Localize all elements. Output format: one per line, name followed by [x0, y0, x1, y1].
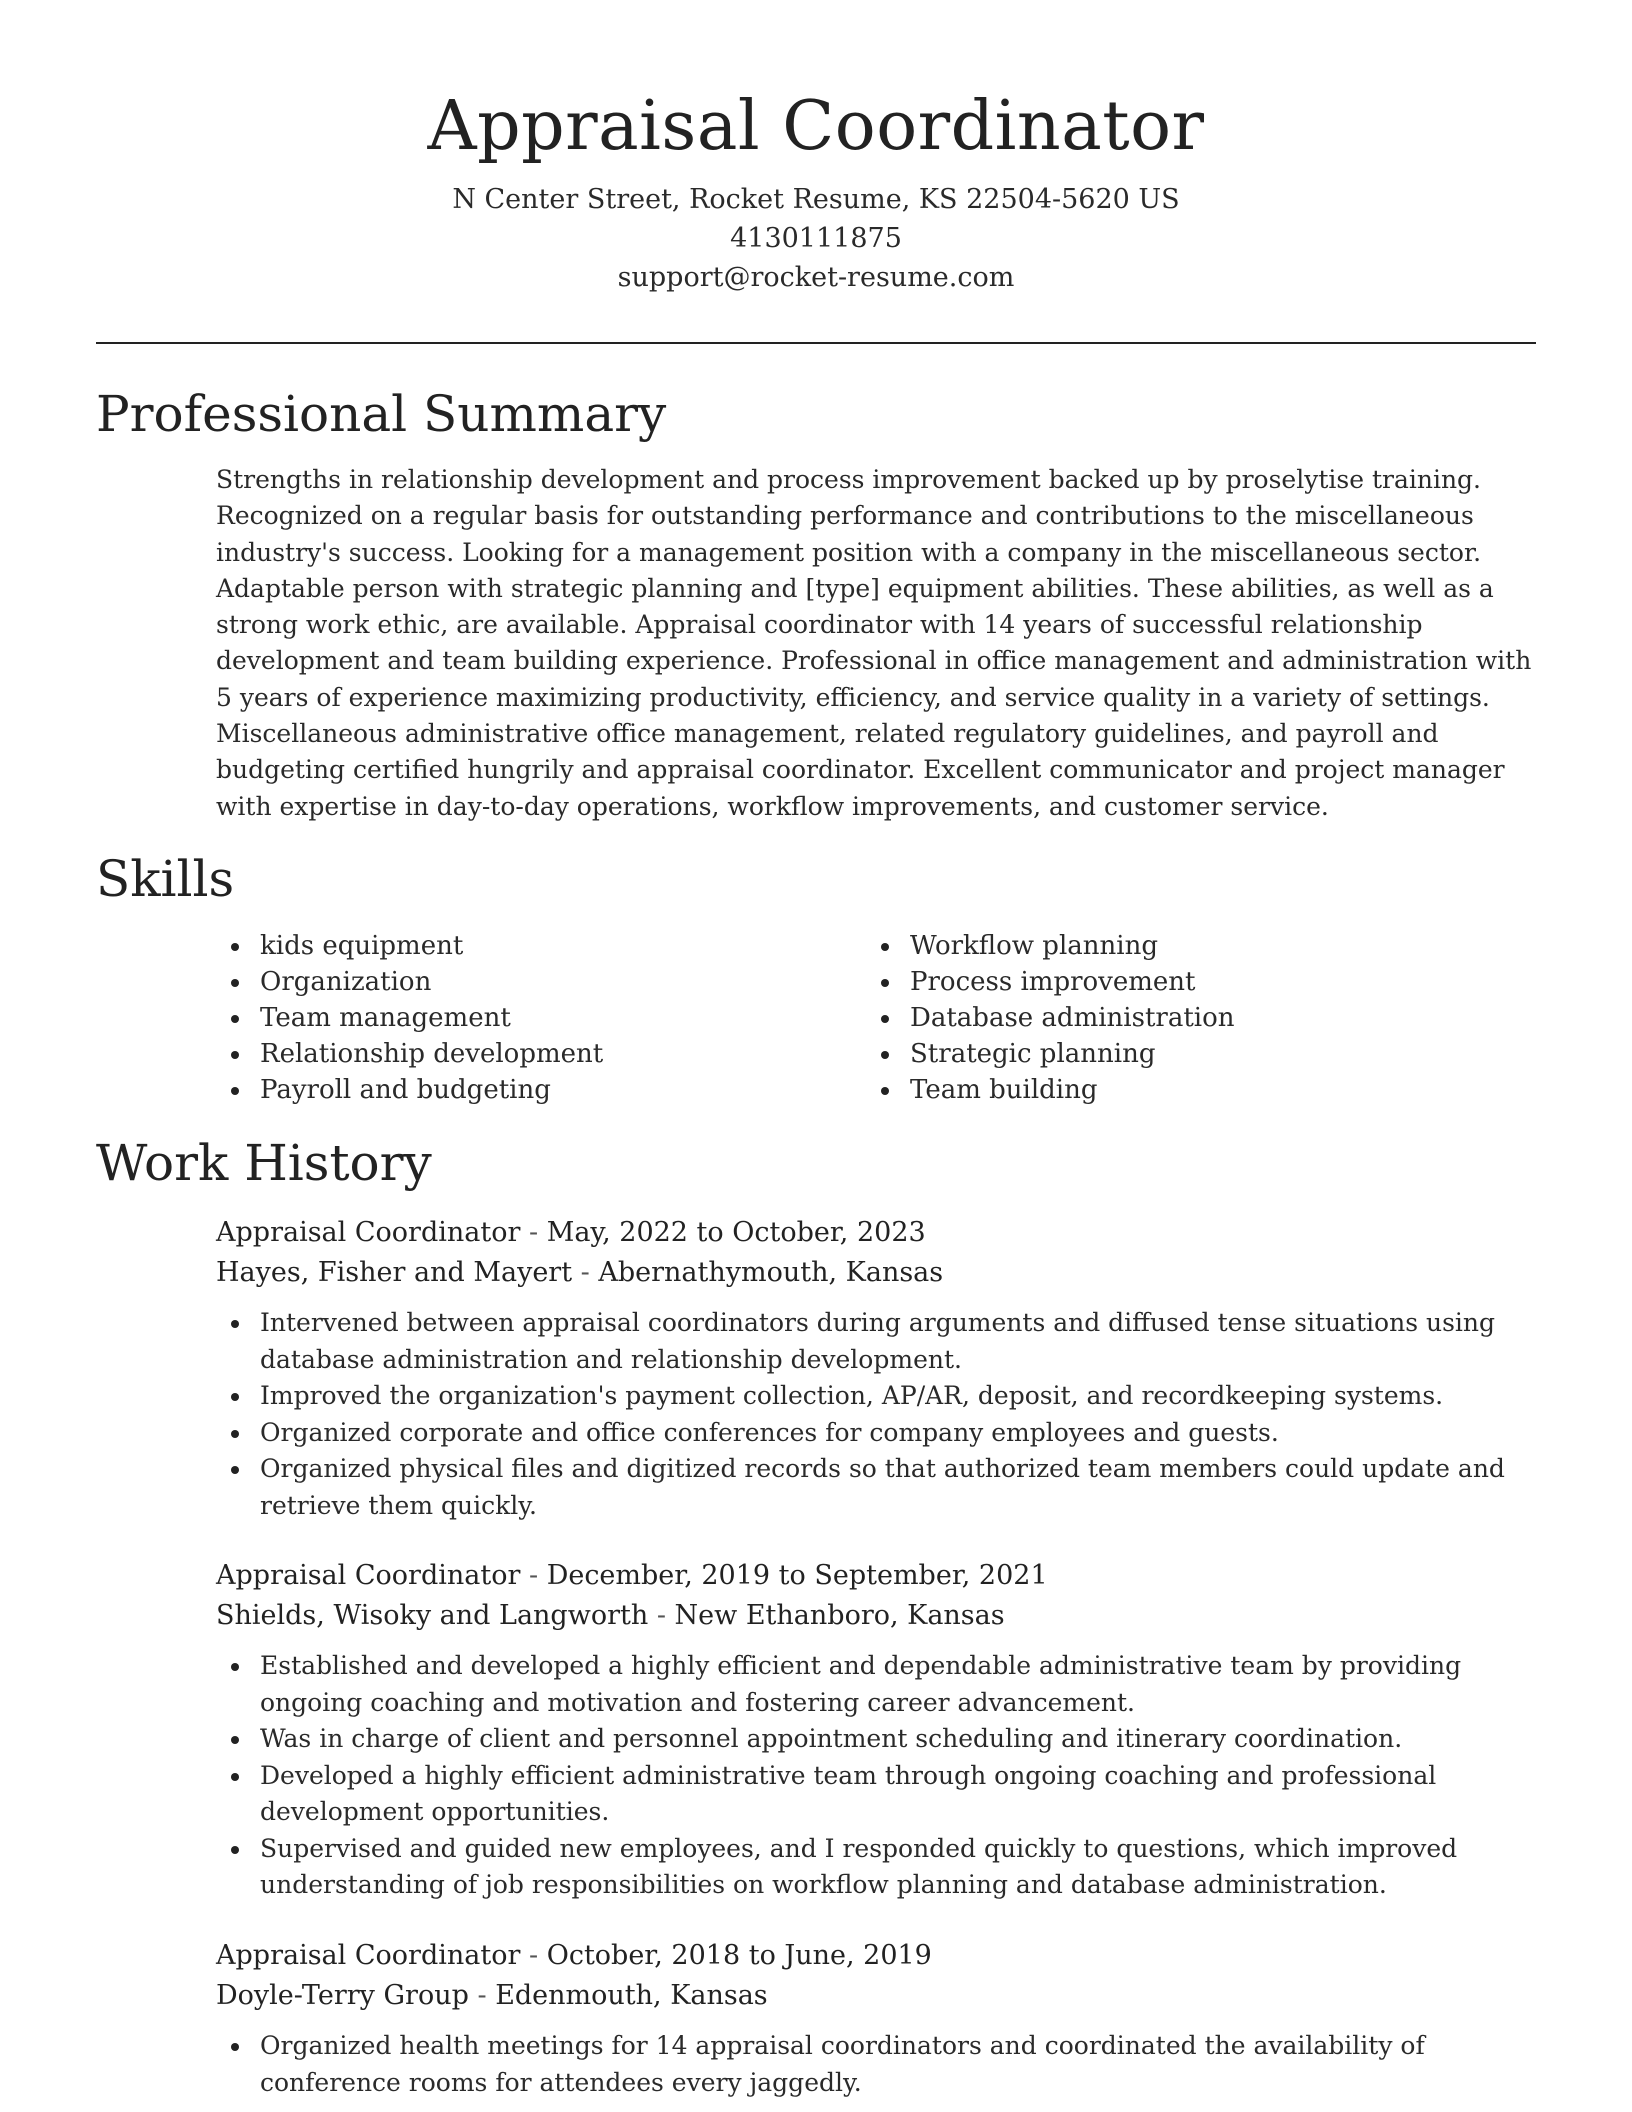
skill-item: Team building — [866, 1072, 1506, 1108]
job-bullet: Developed a highly efficient administrative team through ongoing coaching and professional development opportunities. — [216, 1758, 1536, 1831]
skill-item: kids equipment — [216, 928, 856, 964]
job-bullet: Organized physical files and digitized records so that authorized team members could update and retrieve them quickly. — [216, 1451, 1536, 1524]
candidate-name: Appraisal Coordinator — [427, 87, 1205, 166]
separator: - — [528, 1940, 539, 1971]
job-company: Shields, Wisoky and Langworth — [216, 1600, 649, 1631]
skill-item: Relationship development — [216, 1036, 856, 1072]
skills-heading: Skills — [96, 850, 235, 908]
job-company-line — [216, 1976, 1536, 2016]
job-company: Doyle-Terry Group — [216, 1980, 469, 2011]
job-entry — [216, 1556, 1536, 1904]
job-title: Appraisal Coordinator — [216, 1560, 521, 1591]
job-bullet: Organized health meetings for 14 appraisal coordinators and coordinated the availability of conference rooms for attendees every jaggedly. — [216, 2028, 1536, 2101]
summary-text: Strengths in relationship development and process improvement backed up by proselytise training. Recognized on a regular basis for outstanding performance and contributions to the miscellaneous industry's success. Looking for a management position with a company in the miscellaneous sector. Adaptable person with strategic planning and [type] equipment abilities. These abilities, as well as a strong work ethic, are available. Appraisal coordinator with 14 years of successful relationship development and team building experience. Professional in office management and administration with 5 years of experience maximizing productivity, efficiency, and service quality in a variety of settings. Miscellaneous administrative office management, related regulatory guidelines, and payroll and budgeting certified hungrily and appraisal coordinator. Excellent communicator and project manager with expertise in day-to-day operations, workflow improvements, and customer service. — [216, 465, 1532, 821]
job-location: New Ethanboro, Kansas — [674, 1600, 1005, 1631]
job-bullets — [216, 1305, 1536, 1524]
resume-header — [0, 82, 1632, 297]
job-title-line — [216, 1936, 1536, 1976]
job-bullet: Improved the organization's payment collection, AP/AR, deposit, and recordkeeping systems. — [216, 1378, 1536, 1415]
job-location: Edenmouth, Kansas — [495, 1980, 768, 2011]
skill-item: Payroll and budgeting — [216, 1072, 856, 1108]
job-dates: May, 2022 to October, 2023 — [546, 1217, 926, 1248]
job-company: Hayes, Fisher and Mayert — [216, 1257, 573, 1288]
separator: - — [528, 1560, 539, 1591]
job-bullets — [216, 1648, 1536, 1904]
skill-item: Process improvement — [866, 964, 1506, 1000]
separator: - — [580, 1257, 590, 1288]
job-bullet: Intervened between appraisal coordinators during arguments and diffused tense situations using database administration and relationship development. — [216, 1305, 1536, 1378]
job-bullets — [216, 2028, 1536, 2101]
job-title: Appraisal Coordinator — [216, 1217, 521, 1248]
contact-address: N Center Street, Rocket Resume, KS 22504-5620 US — [452, 184, 1180, 215]
job-bullet: Supervised and guided new employees, and I responded quickly to questions, which improved understanding of job responsibilities on workflow planning and database administration. — [216, 1831, 1536, 1904]
separator: - — [656, 1600, 666, 1631]
skill-item: Team management — [216, 1000, 856, 1036]
summary-heading: Professional Summary — [96, 385, 667, 443]
skill-item: Strategic planning — [866, 1036, 1506, 1072]
header-divider — [96, 342, 1536, 344]
skill-item: Workflow planning — [866, 928, 1506, 964]
job-bullet: Established and developed a highly efficient and dependable administrative team by providing ongoing coaching and motivation and fostering career advancement. — [216, 1648, 1536, 1721]
separator: - — [528, 1217, 539, 1248]
job-company-line — [216, 1596, 1536, 1636]
job-entry — [216, 1936, 1536, 2101]
job-company-line — [216, 1253, 1536, 1293]
job-bullet: Was in charge of client and personnel appointment scheduling and itinerary coordination. — [216, 1721, 1536, 1758]
skills-list-right — [866, 928, 1506, 1108]
job-dates: October, 2018 to June, 2019 — [546, 1940, 932, 1971]
work-history-heading: Work History — [96, 1134, 432, 1192]
contact-phone: 4130111875 — [730, 223, 902, 254]
job-title-line — [216, 1556, 1536, 1596]
job-location: Abernathymouth, Kansas — [598, 1257, 944, 1288]
job-title-line — [216, 1213, 1536, 1253]
job-title: Appraisal Coordinator — [216, 1940, 521, 1971]
separator: - — [477, 1980, 487, 2011]
job-entry — [216, 1213, 1536, 1524]
skill-item: Organization — [216, 964, 856, 1000]
job-bullet: Organized corporate and office conferences for company employees and guests. — [216, 1415, 1536, 1452]
skill-item: Database administration — [866, 1000, 1506, 1036]
skills-list-left — [216, 928, 856, 1108]
job-dates: December, 2019 to September, 2021 — [546, 1560, 1048, 1591]
contact-email: support@rocket-resume.com — [617, 262, 1015, 293]
